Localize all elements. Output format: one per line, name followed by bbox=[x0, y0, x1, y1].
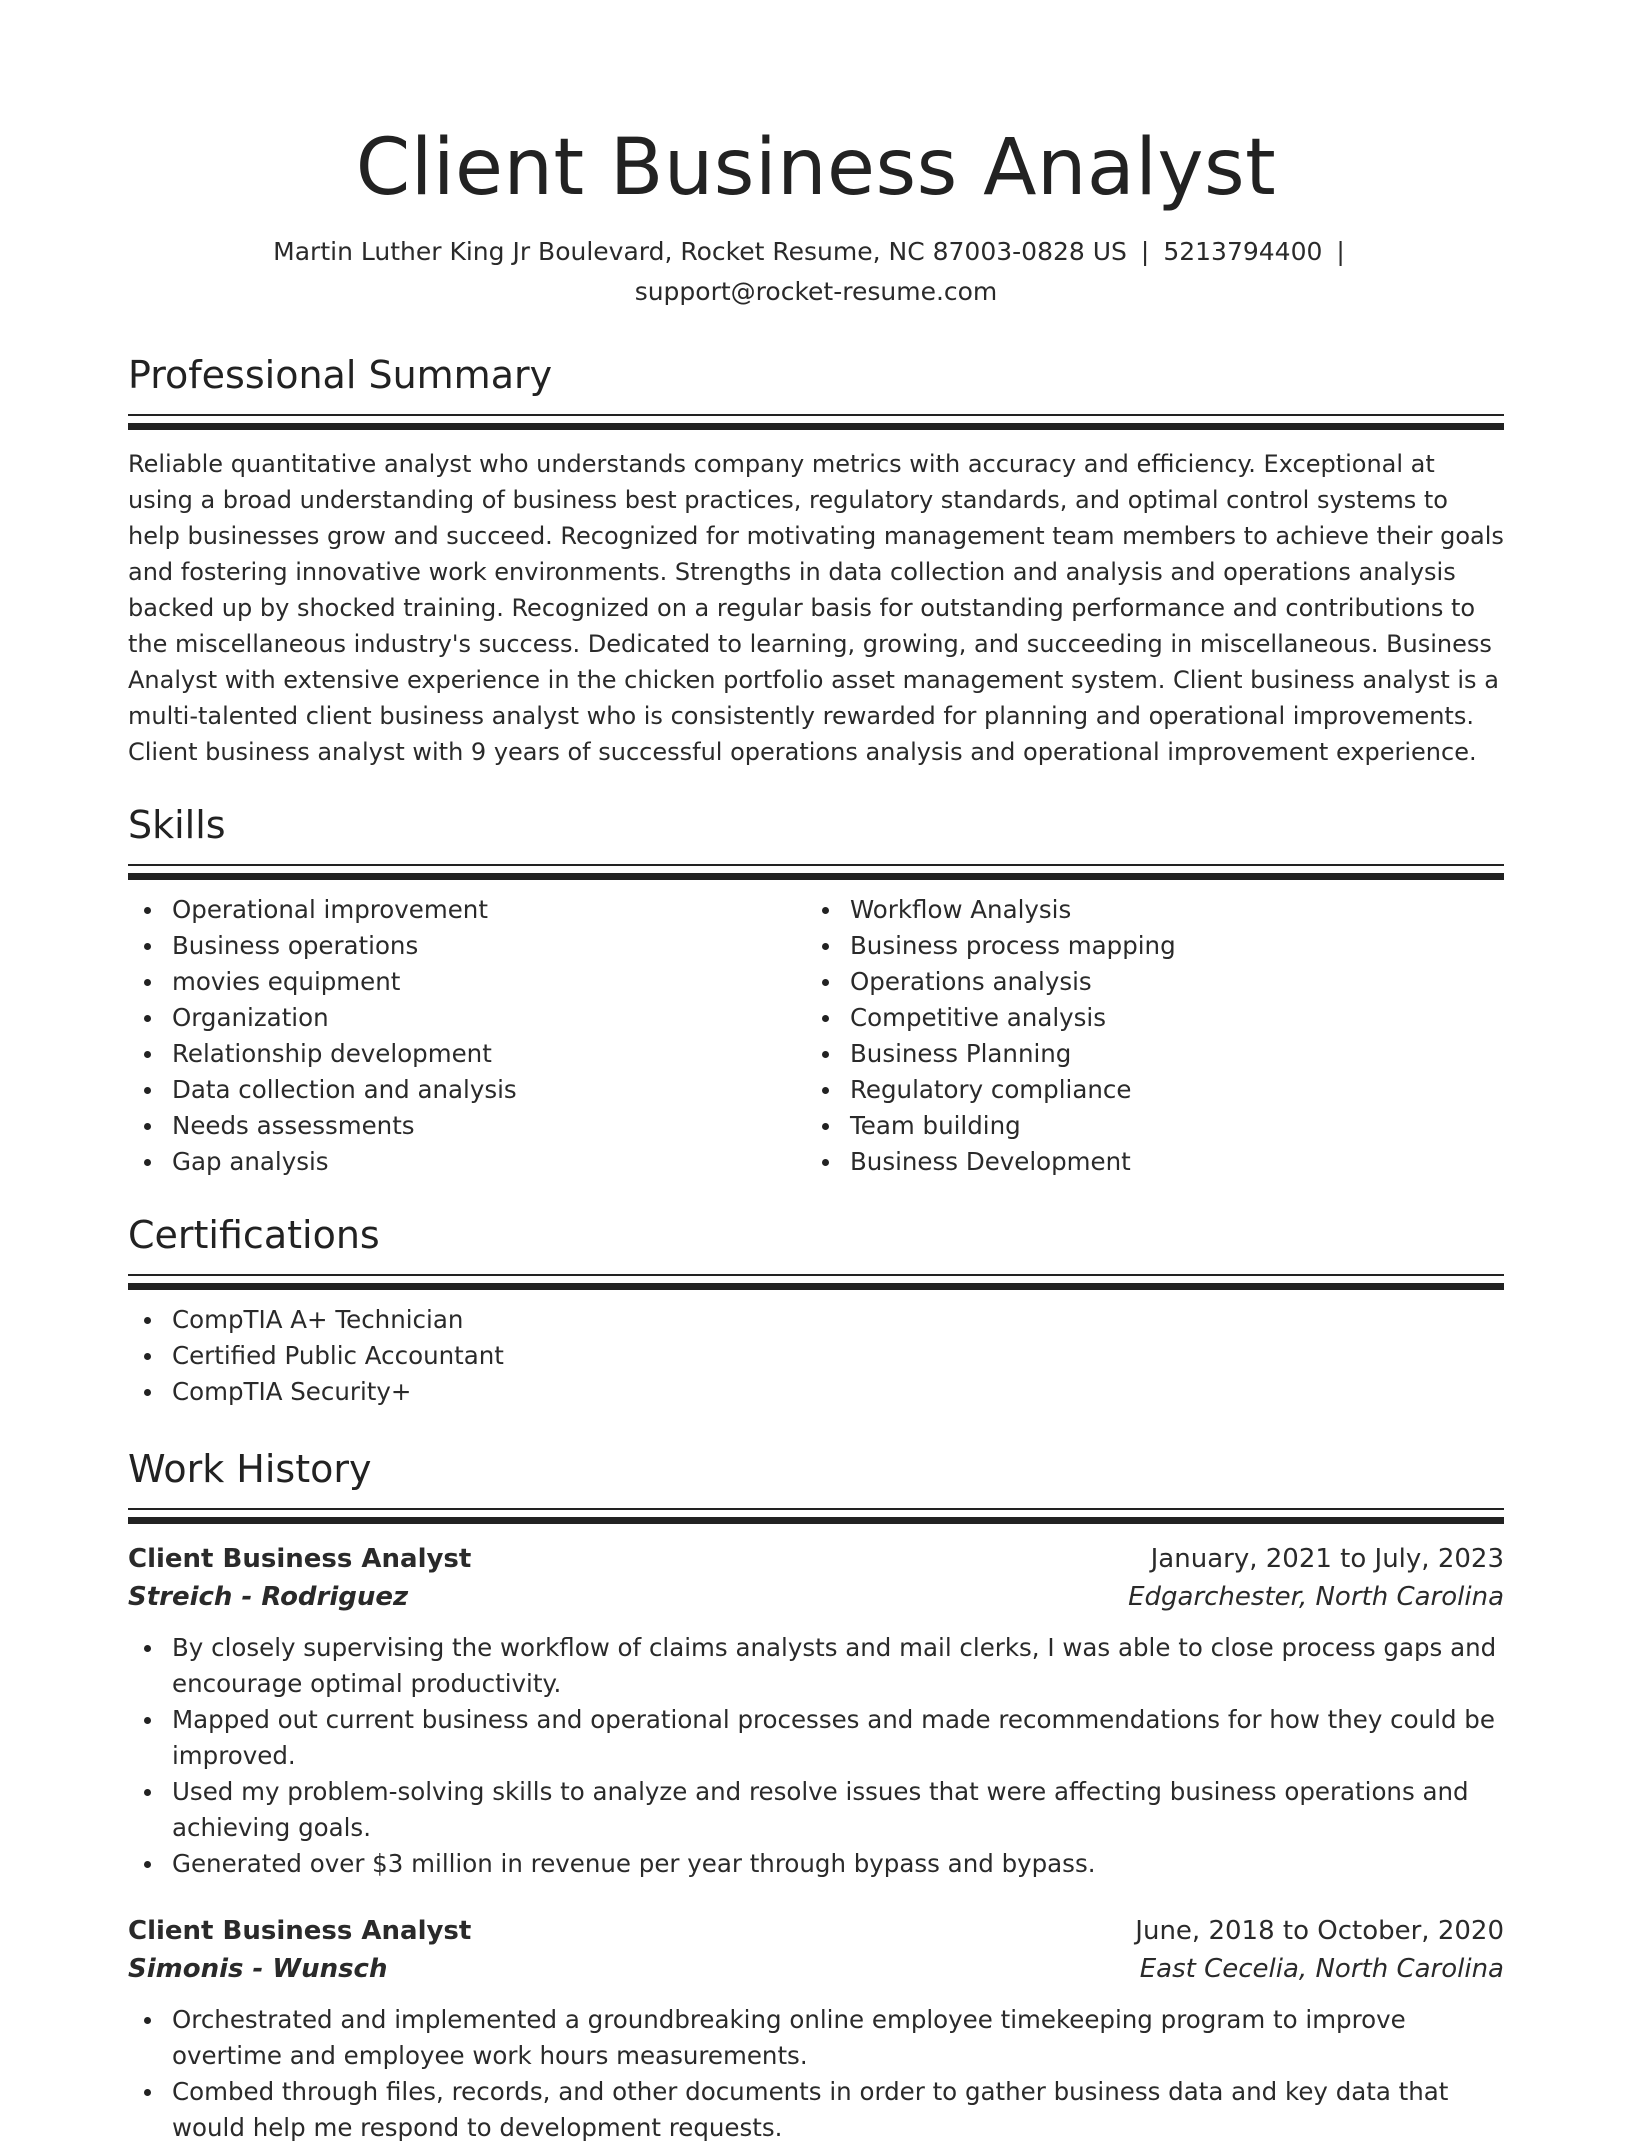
section-divider bbox=[128, 414, 1504, 416]
job-company: Simonis - Wunsch bbox=[128, 1954, 388, 1984]
skill-item: Organization bbox=[128, 1000, 806, 1036]
job-title: Client Business Analyst bbox=[128, 1916, 472, 1946]
skill-item: Relationship development bbox=[128, 1036, 806, 1072]
summary-text: Reliable quantitative analyst who understands company metrics with accuracy and efficiency. Exceptional at using a broad understanding of business best practices, regulatory standards, and optimal control systems to help businesses grow and succeed. Recognized for motivating management team members to achieve their goals and fostering innovative work environments. Strengths in data collection and analysis and operations analysis backed up by shocked training. Recognized on a regular basis for outstanding performance and contributions to the miscellaneous industry's success. Dedicated to learning, growing, and succeeding in miscellaneous. Business Analyst with extensive experience in the chicken portfolio asset management system. Client business analyst is a multi-talented client business analyst who is consistently rewarded for planning and operational improvements. Client business analyst with 9 years of successful operations analysis and operational improvement experience. bbox=[128, 450, 1504, 766]
contact-separator: | bbox=[1336, 237, 1345, 266]
summary-section bbox=[128, 350, 1504, 770]
section-title-work-history: Work History bbox=[128, 1447, 372, 1491]
job-bullet: Combed through files, records, and other documents in order to gather business data and key data that would help me respond to development requests. bbox=[128, 2074, 1504, 2146]
skill-item: Team building bbox=[806, 1108, 1484, 1144]
job-location: East Cecelia, North Carolina bbox=[1139, 1954, 1504, 1984]
job-bullet: Mapped out current business and operational processes and made recommendations for how they could be improved. bbox=[128, 1702, 1504, 1774]
resume-title: Client Business Analyst bbox=[355, 123, 1277, 213]
skill-item: Data collection and analysis bbox=[128, 1072, 806, 1108]
contact-address: Martin Luther King Jr Boulevard, Rocket Resume, NC 87003-0828 US bbox=[273, 237, 1127, 266]
skill-item: Competitive analysis bbox=[806, 1000, 1484, 1036]
job-bullet: By closely supervising the workflow of claims analysts and mail clerks, I was able to close process gaps and encourage optimal productivity. bbox=[128, 1630, 1504, 1702]
job-bullets bbox=[128, 1630, 1504, 1882]
job-entry bbox=[128, 1540, 1504, 1882]
contact-phone: 5213794400 bbox=[1163, 237, 1323, 266]
skills-section bbox=[128, 800, 1504, 1180]
contact-info bbox=[128, 232, 1504, 312]
skill-item: Business process mapping bbox=[806, 928, 1484, 964]
job-title: Client Business Analyst bbox=[128, 1544, 472, 1574]
skill-item: Business operations bbox=[128, 928, 806, 964]
job-bullet: Generated over $3 million in revenue per year through bypass and bypass. bbox=[128, 1846, 1504, 1882]
skill-item: Workflow Analysis bbox=[806, 892, 1484, 928]
section-divider-thick bbox=[128, 423, 1504, 430]
section-divider bbox=[128, 864, 1504, 866]
section-divider bbox=[128, 1274, 1504, 1276]
section-title-summary: Professional Summary bbox=[128, 353, 553, 397]
skill-item: Gap analysis bbox=[128, 1144, 806, 1180]
job-company: Streich - Rodriguez bbox=[128, 1582, 409, 1612]
skill-item: Business Development bbox=[806, 1144, 1484, 1180]
job-location: Edgarchester, North Carolina bbox=[1128, 1582, 1504, 1612]
skill-item: Business Planning bbox=[806, 1036, 1484, 1072]
skills-list-left bbox=[128, 892, 806, 1180]
contact-line-1 bbox=[128, 232, 1504, 272]
skill-item: Needs assessments bbox=[128, 1108, 806, 1144]
section-title-certifications: Certifications bbox=[128, 1213, 380, 1257]
job-dates: January, 2021 to July, 2023 bbox=[1150, 1544, 1504, 1574]
section-divider-thick bbox=[128, 1283, 1504, 1290]
job-bullets bbox=[128, 2002, 1504, 2146]
section-title-skills: Skills bbox=[128, 803, 226, 847]
skill-item: Operations analysis bbox=[806, 964, 1484, 1000]
skills-list-right bbox=[806, 892, 1484, 1180]
job-bullet: Used my problem-solving skills to analyze and resolve issues that were affecting business operations and achieving goals. bbox=[128, 1774, 1504, 1846]
job-subheader bbox=[128, 1950, 1504, 1988]
job-header bbox=[128, 1912, 1504, 1950]
section-divider-thick bbox=[128, 1517, 1504, 1524]
job-subheader bbox=[128, 1578, 1504, 1616]
job-bullet: Orchestrated and implemented a groundbreaking online employee timekeeping program to improve overtime and employee work hours measurements. bbox=[128, 2002, 1504, 2074]
certification-item: Certified Public Accountant bbox=[128, 1338, 1504, 1374]
job-entry bbox=[128, 1912, 1504, 2146]
contact-line-2 bbox=[128, 272, 1504, 312]
certification-item: CompTIA A+ Technician bbox=[128, 1302, 1504, 1338]
certification-item: CompTIA Security+ bbox=[128, 1374, 1504, 1410]
work-history-section bbox=[128, 1444, 1504, 2146]
job-dates: June, 2018 to October, 2020 bbox=[1135, 1916, 1504, 1946]
contact-separator: | bbox=[1140, 237, 1150, 266]
skill-item: Operational improvement bbox=[128, 892, 806, 928]
job-header bbox=[128, 1540, 1504, 1578]
skill-item: Regulatory compliance bbox=[806, 1072, 1484, 1108]
resume-page bbox=[128, 0, 1504, 2146]
skill-item: movies equipment bbox=[128, 964, 806, 1000]
contact-email: support@rocket-resume.com bbox=[634, 277, 998, 306]
certifications-list bbox=[128, 1302, 1504, 1410]
section-divider bbox=[128, 1508, 1504, 1510]
certifications-section bbox=[128, 1210, 1504, 1410]
section-divider-thick bbox=[128, 873, 1504, 880]
skills-columns bbox=[128, 892, 1504, 1180]
